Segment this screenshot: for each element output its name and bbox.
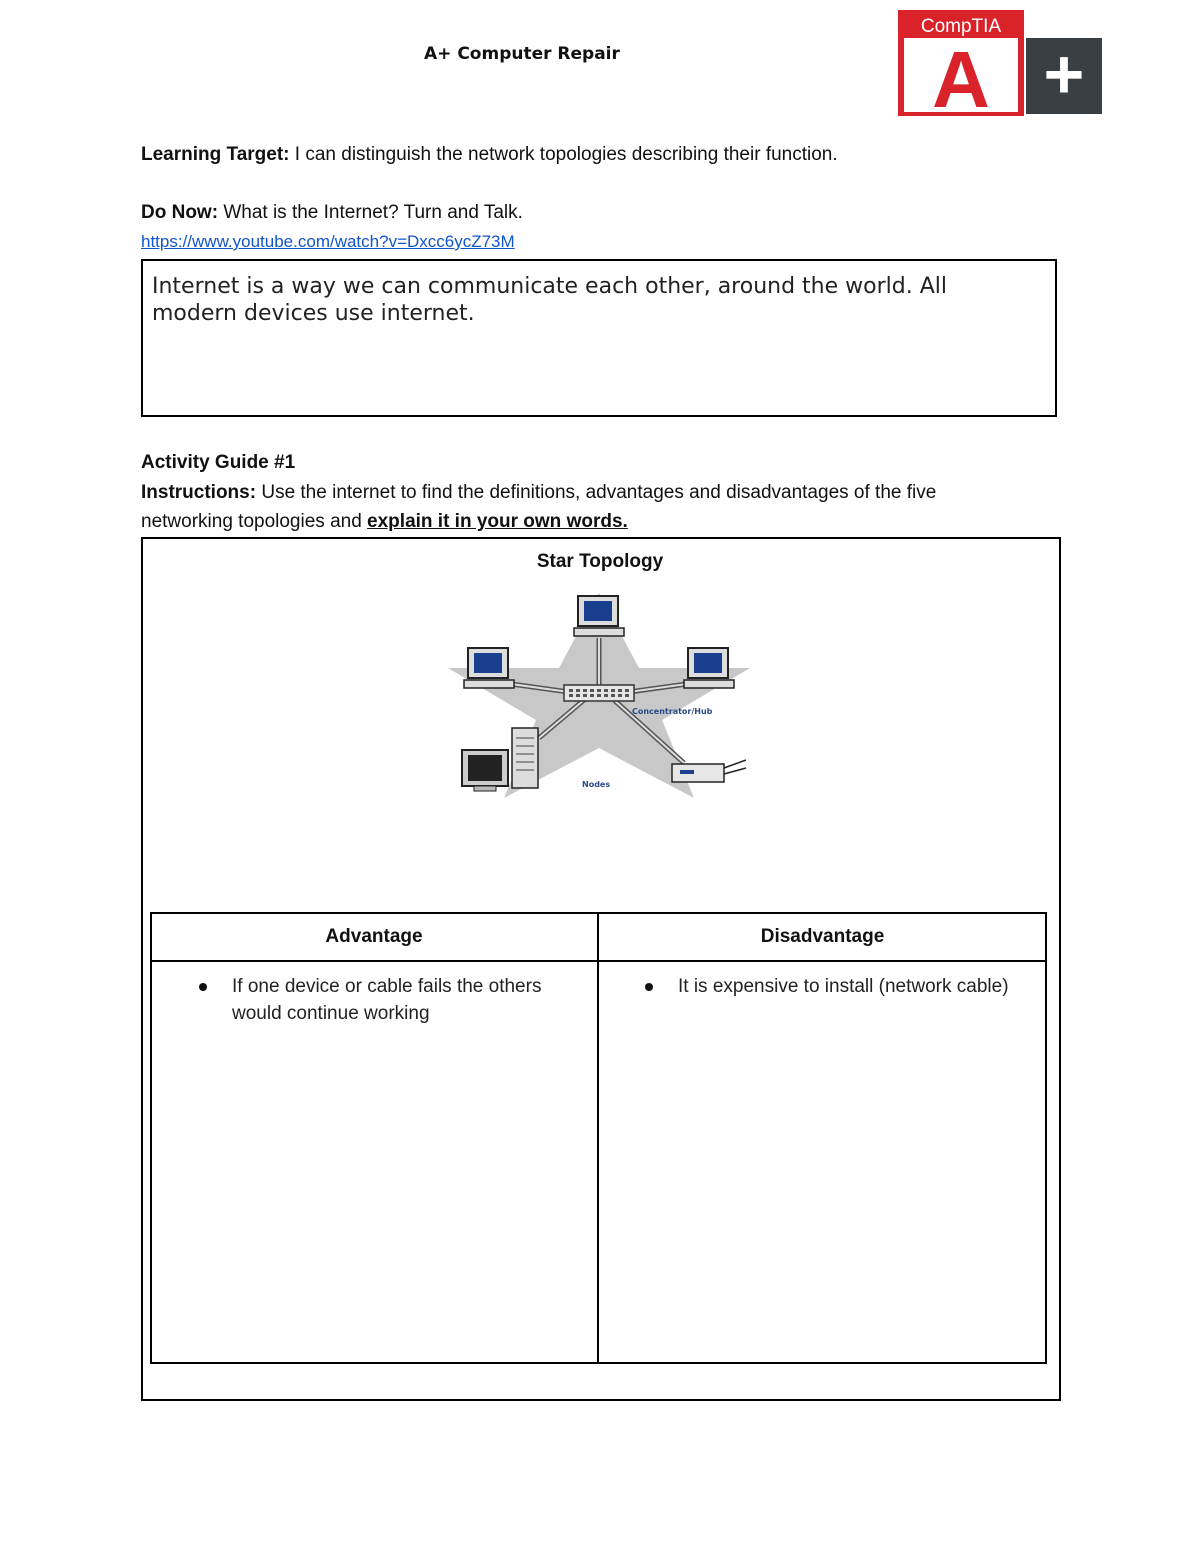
svg-text:CompTIA: CompTIA: [920, 16, 1002, 37]
activity-title: Activity Guide #1: [141, 452, 296, 473]
do-now-text: What is the Internet? Turn and Talk.: [218, 202, 523, 223]
instructions-text-2: networking topologies and: [141, 511, 368, 532]
do-now-answer-box[interactable]: [141, 259, 1057, 417]
svg-text:+: +: [1043, 35, 1085, 113]
do-now-label: Do Now:: [141, 202, 219, 223]
bullet-icon: [199, 983, 207, 991]
advantage-header: Advantage: [325, 926, 423, 947]
document-title: A+ Computer Repair: [424, 44, 620, 64]
disadvantage-item: It is expensive to install (network cable): [678, 976, 1009, 997]
printer-icon: [672, 760, 746, 782]
instructions-emphasis: explain it in your own words.: [367, 511, 628, 532]
table-column-divider: [597, 912, 599, 1364]
svg-text:A: A: [932, 35, 990, 116]
advantage-item: If one device or cable fails the others would continue working: [232, 976, 542, 1024]
computer-icon: [684, 648, 734, 688]
instructions-text: Use the internet to find the definitions, advantages and disadvantages of the five: [256, 482, 937, 503]
comptia-logo: [898, 10, 1104, 116]
instructions-line-2: [141, 511, 628, 533]
video-link[interactable]: https://www.youtube.com/watch?v=Dxcc6ycZ73M: [141, 232, 515, 251]
learning-target-text: I can distinguish the network topologies describing their function.: [289, 144, 838, 165]
do-now: [141, 202, 523, 224]
bullet-icon: [645, 983, 653, 991]
disadvantage-header: Disadvantage: [760, 926, 885, 947]
nodes-label: Nodes: [582, 780, 611, 789]
hub-label: Concentrator/Hub: [632, 707, 713, 716]
instructions-line-1: [141, 482, 936, 504]
learning-target-label: Learning Target:: [141, 144, 290, 165]
star-topology-diagram: [444, 588, 754, 803]
computer-icon: [464, 648, 514, 688]
computer-icon: [574, 596, 624, 636]
desktop-computer-icon: [462, 728, 538, 791]
do-now-answer: Internet is a way we can communicate each other, around the world. All modern devices use internet.: [152, 274, 947, 326]
instructions-label: Instructions:: [141, 482, 257, 503]
learning-target: [141, 144, 838, 166]
table-header-divider: [150, 960, 1047, 962]
hub-icon: [564, 685, 634, 701]
topology-title: Star Topology: [536, 551, 664, 572]
